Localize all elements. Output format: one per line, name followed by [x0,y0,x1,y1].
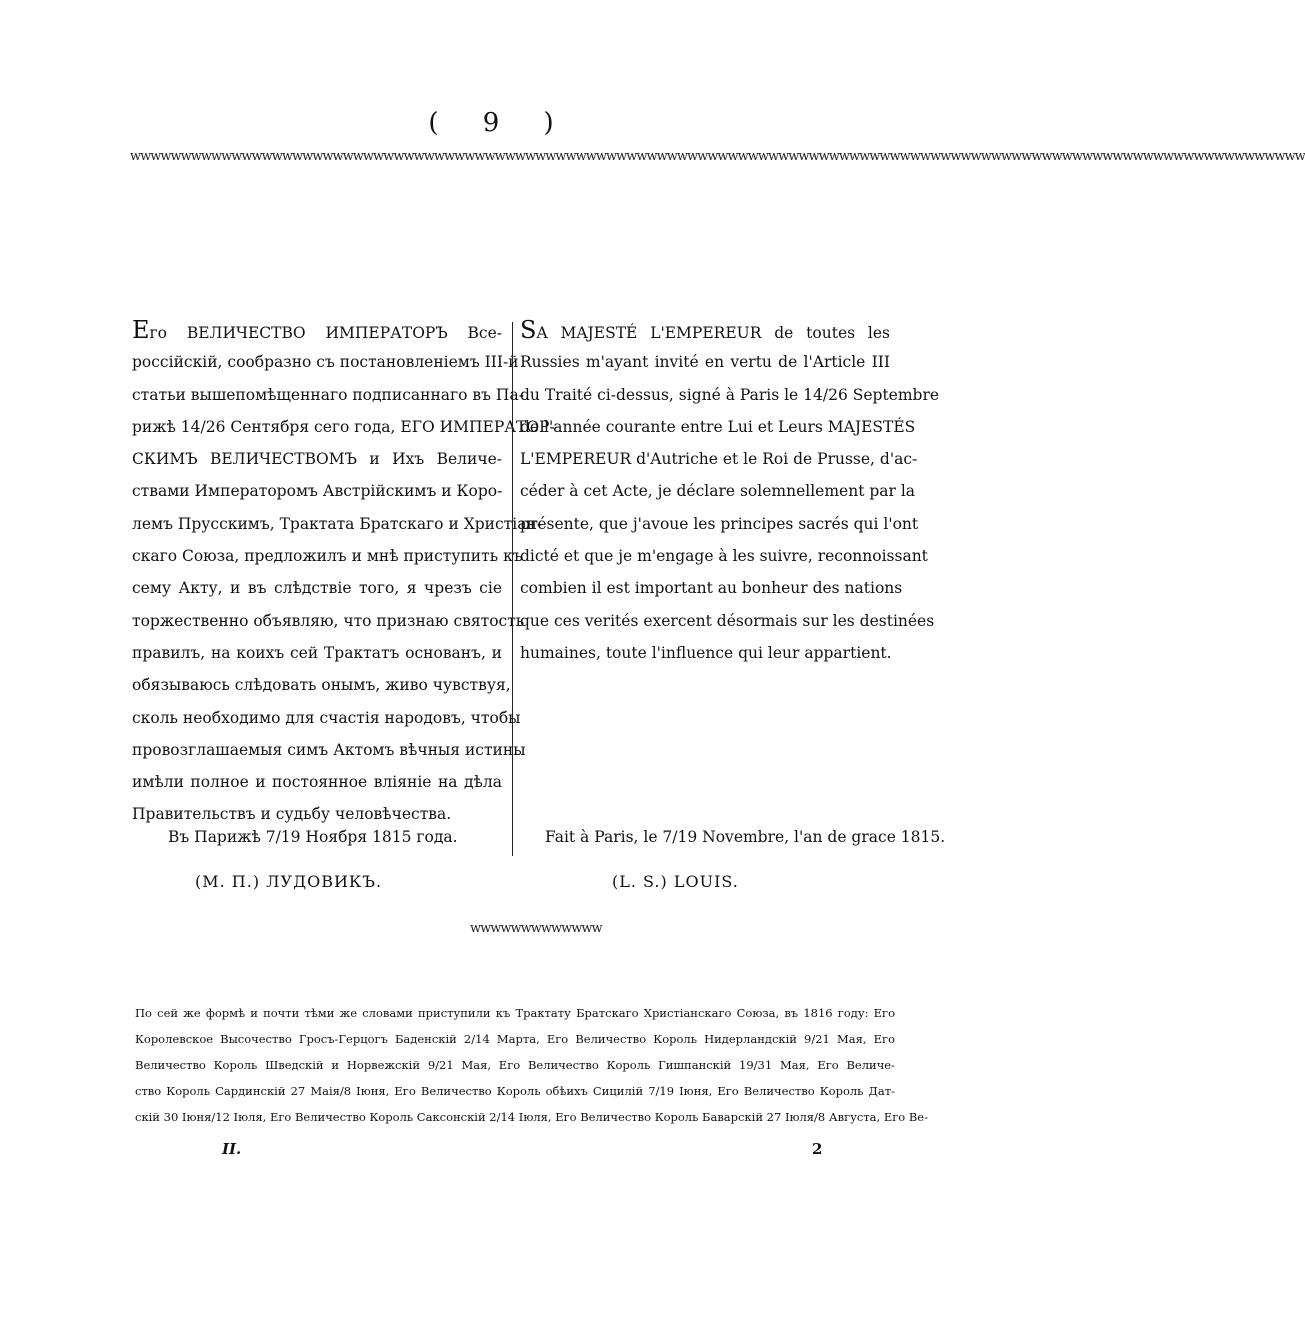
french-line: que ces verités exercent désormais sur les destinées [520,611,935,630]
french-dateline: Fait à Paris, le 7/19 Novembre, l'an de grace 1815. [545,828,946,846]
footnote-line: Величество Король Шведскій и Норвежскій 9/21 Мая, Его Величество Король Гишпанскій 19/31 Мая, Его Величе- [135,1058,895,1072]
page-number: ( 9 ) [428,108,572,138]
russian-line-text: го ВЕЛИЧЕСТВО ИМПЕРАТОРЪ Все- [149,324,502,342]
header-ornamental-rule: wwwwwwwwwwwwwwwwwwwwwwwwwwwwwwwwwwwwwwwwwwwwwwwwwwwwwwwwwwwwwwwwwwwwwwwwwwwwwwwwwwwwwwwwwwwwwwwwwwwwwwwwwwwwwwwwwwww [130,149,1305,164]
catchword: 2 [812,1140,823,1158]
french-line: combien il est important au bonheur des nations [520,579,903,598]
footnote-line: Королевское Высочество Гросъ-Герцогъ Баденскій 2/14 Марта, Его Величество Король Нидерландскій 9/21 Мая, Его [135,1032,895,1046]
french-line [520,314,890,346]
french-line: céder à cet Acte, je déclare solemnellement par la [520,482,916,501]
russian-line: ствами Императоромъ Австрійскимъ и Коро- [132,482,503,501]
russian-signature: (М. П.) ЛУДОВИКЪ. [195,872,383,891]
russian-line: обязываюсь слѣдовать онымъ, живо чувствуя, [132,676,511,695]
russian-line: россійскій, сообразно съ постановленіемъ III-й [132,353,519,372]
signature-mark: II. [222,1140,242,1158]
french-line: Russies m'ayant invité en vertu de l'Article III [520,353,890,372]
russian-line: сему Акту, и въ слѣдствіе того, я чрезъ сіе [132,579,502,598]
french-line: L'EMPEREUR d'Autriche et le Roi de Prusse, d'ac- [520,450,918,469]
russian-line: Правительствъ и судьбу человѣчества. [132,805,452,824]
column-divider [512,322,513,856]
russian-line: правилъ, на коихъ сей Трактатъ основанъ, и [132,643,502,662]
french-line: du Traité ci-dessus, signé à Paris le 14/26 Septembre [520,385,940,404]
russian-column [132,314,555,831]
footnote-line: скій 30 Іюня/12 Іюля, Его Величество Король Саксонскій 2/14 Іюля, Его Величество Король Баварскій 27 Іюля/8 Августа, Его Ве- [135,1110,928,1124]
russian-line [132,314,502,346]
russian-line: скаго Союза, предложилъ и мнѣ приступить къ [132,547,523,566]
russian-line: провозглашаемыя симъ Актомъ вѣчныя истины [132,740,526,759]
french-line: de l'année courante entre Lui et Leurs MAJESTÉS [520,417,916,436]
russian-line: рижѣ 14/26 Сентября сего года, ЕГО ИМПЕРАТОР- [132,417,555,436]
russian-line: лемъ Прусскимъ, Трактата Братскаго и Христіан- [132,514,543,533]
french-signature: (L. S.) LOUIS. [612,872,739,891]
russian-line: имѣли полное и постоянное вліяніе на дѣла [132,773,502,792]
russian-line: статьи вышепомѣщеннаго подписаннаго въ Па- [132,385,524,404]
russian-line: сколь необходимо для счастія народовъ, чтобы [132,708,521,727]
french-line-text: A MAJESTÉ L'EMPEREUR de toutes les [536,324,890,342]
footnote [135,1000,928,1130]
footnote-line: ство Король Сардинскій 27 Маія/8 Іюня, Его Величество Король обѣихъ Сицилій 7/19 Іюня, Его Величество Король Дат- [135,1084,895,1098]
section-separator: wwwwwwwwwwwww [470,921,602,936]
french-line: humaines, toute l'influence qui leur appartient. [520,643,892,662]
french-line: dicté et que je m'engage à les suivre, reconnoissant [520,547,928,566]
russian-initial: Е [132,316,150,344]
french-column [520,314,940,669]
french-initial: S [520,316,537,344]
russian-dateline: Въ Парижѣ 7/19 Ноября 1815 года. [168,828,458,846]
russian-line: торжественно объявляю, что признаю святость [132,611,525,630]
french-line: présente, que j'avoue les principes sacrés qui l'ont [520,514,919,533]
russian-line: СКИМЪ ВЕЛИЧЕСТВОМЪ и Ихъ Величе- [132,450,502,469]
footnote-line: По сей же формѣ и почти тѣми же словами приступили къ Трактату Братскаго Христіанскаго Союза, въ 1816 году: Его [135,1006,895,1020]
